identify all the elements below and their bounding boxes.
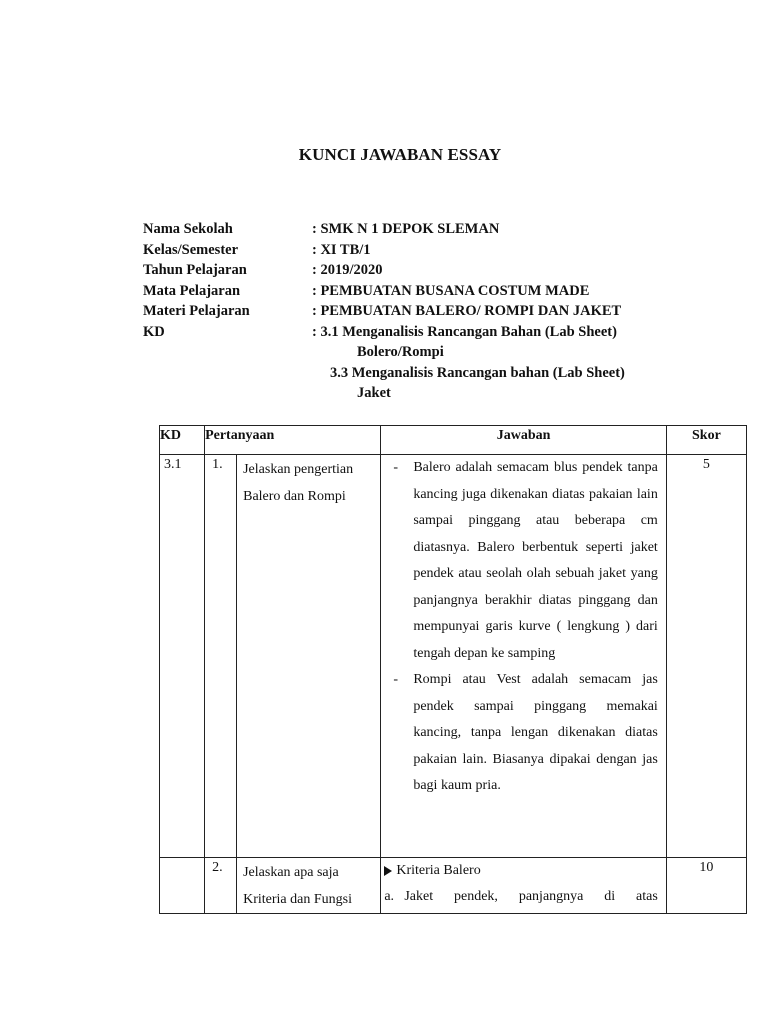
label-material: Materi Pelajaran bbox=[143, 303, 250, 319]
criteria-text: Jaket pendek, panjangnya di atas bbox=[404, 889, 658, 904]
criteria-heading-text: Kriteria Balero bbox=[396, 863, 481, 878]
answer-bullet: - bbox=[393, 460, 399, 475]
answer-item bbox=[393, 667, 657, 800]
header-answer: Jawaban bbox=[381, 426, 666, 455]
value-school: : SMK N 1 DEPOK SLEMAN bbox=[312, 221, 500, 237]
value-class: : XI TB/1 bbox=[312, 241, 371, 258]
info-values bbox=[312, 219, 625, 404]
label-subject: Mata Pelajaran bbox=[143, 282, 241, 299]
info-labels bbox=[143, 219, 250, 342]
label-year: Tahun Pelajaran bbox=[143, 262, 247, 278]
row-answer bbox=[381, 455, 666, 858]
answer-text: Rompi atau Vest adalah semacam jas pendek sampai pinggang memakai kancing, tanpa lengan dikenakan diatas pakaian lain. Biasanya dipakai dengan jas bagi kaum pria. bbox=[413, 672, 658, 793]
label-school: Nama Sekolah bbox=[143, 221, 233, 237]
header-kd: KD bbox=[160, 426, 205, 455]
row-question: Jelaskan pengertian Balero dan Rompi bbox=[237, 455, 381, 858]
answer-item bbox=[393, 455, 657, 667]
answer-key-table bbox=[159, 425, 747, 914]
arrow-bullet-icon bbox=[384, 866, 392, 876]
label-class: Kelas/Semester bbox=[143, 241, 239, 258]
row-number: 1. bbox=[205, 455, 237, 858]
row-question: Jelaskan apa saja Kriteria dan Fungsi bbox=[237, 858, 381, 914]
answer-text: Balero adalah semacam blus pendek tanpa kancing juga dikenakan diatas pakaian lain sampai pinggang atau beberapa cm diatasnya. Balero berbentuk seperti jaket pendek atau seolah olah sebuah jaket yang panjangnya berakhir diatas pinggang dan mempunyai garis kurve ( lengkung ) dari tengah depan ke samping bbox=[413, 460, 658, 661]
header-score: Skor bbox=[666, 426, 746, 455]
row-number: 2. bbox=[205, 858, 237, 914]
page-title: KUNCI JAWABAN ESSAY bbox=[298, 145, 502, 164]
value-subject: : PEMBUATAN BUSANA COSTUM MADE bbox=[312, 282, 590, 299]
row-score: 5 bbox=[666, 455, 746, 858]
value-kd2-cont: Jaket bbox=[357, 385, 391, 401]
value-kd: : 3.1 Menganalisis Rancangan Bahan (Lab Sheet) bbox=[312, 323, 617, 340]
header-question: Pertanyaan bbox=[205, 426, 381, 455]
row-answer bbox=[381, 858, 666, 914]
table-row bbox=[160, 455, 747, 858]
value-year: : 2019/2020 bbox=[312, 262, 383, 278]
answer-bullet: - bbox=[393, 672, 399, 687]
value-material: : PEMBUATAN BALERO/ ROMPI DAN JAKET bbox=[312, 303, 622, 319]
label-kd: KD bbox=[143, 323, 165, 340]
table-row bbox=[160, 858, 747, 914]
criteria-heading bbox=[384, 858, 657, 884]
value-kd1-cont: Bolero/Rompi bbox=[357, 344, 444, 360]
criteria-marker: a. bbox=[384, 889, 395, 904]
table-header-row bbox=[160, 426, 747, 455]
row-kd: 3.1 bbox=[160, 455, 205, 858]
row-score: 10 bbox=[666, 858, 746, 914]
value-kd2: 3.3 Menganalisis Rancangan bahan (Lab Sheet) bbox=[330, 364, 625, 381]
criteria-item bbox=[384, 884, 657, 910]
row-kd bbox=[160, 858, 205, 914]
